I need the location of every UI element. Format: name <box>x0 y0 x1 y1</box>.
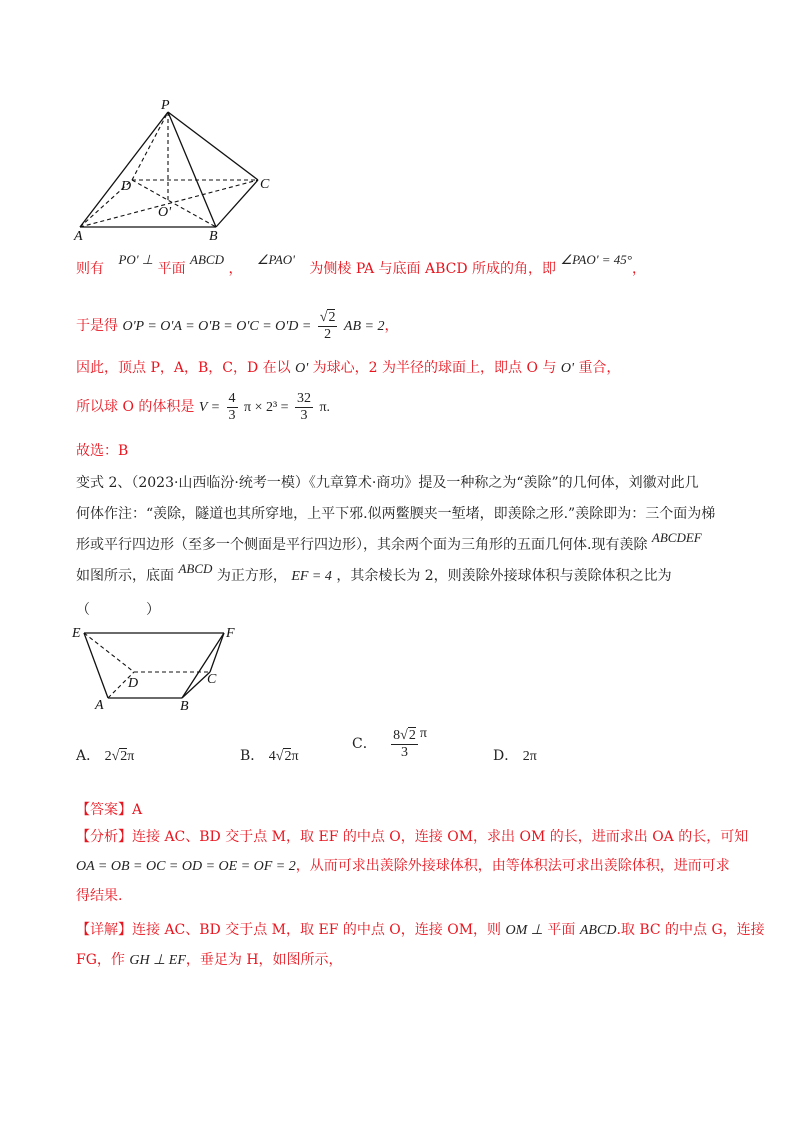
detail-line-2: FG，作 GH ⊥ EF，垂足为 H，如图所示， <box>76 952 343 968</box>
problem-line-3: 形或平行四边形（至多一个侧面是平行四边形），其余两个面为三角形的五面几何体.现有羡除 ABCDEF <box>76 530 702 553</box>
o-prime: O' <box>295 361 309 376</box>
label-D: D <box>121 179 132 194</box>
solution-line-3: 因此，顶点 P，A，B，C，D 在以 O' 为球心，2 为半径的球面上，即点 O 与 O' 重合， <box>76 360 621 376</box>
o-prime-2: O' <box>560 361 574 376</box>
label-A2: A <box>95 698 104 712</box>
label-O-prime: O' <box>158 205 172 220</box>
analysis-line-2: OA = OB = OC = OD = OE = OF = 2，从而可求出羡除外接球体积，由等体积法可求出羡除体积，进而可求 <box>76 858 730 874</box>
label-B2: B <box>180 699 189 712</box>
solution-line-4: 所以球 O 的体积是 V = $\frac{4}{3}$ π × 2³ = $\frac{32}{3}$ π. <box>76 390 331 423</box>
option-c[interactable]: C． $\frac{8√2}{3}$ π <box>352 726 427 760</box>
label-B: B <box>209 229 218 244</box>
problem-line-2: 何体作注：“羡除，隧道也其所穿地，上平下邪.似两鳖腝夹一堑堵，即羡除之形.”羡除即为：三个面为梯 <box>76 506 716 522</box>
problem-line-4: 如图所示，底面 ABCD 为正方形， EF = 4 ，其余棱长为 2，则羡除外接球体积与羡除体积之比为 <box>76 561 672 584</box>
choice-line: 故选：B <box>76 443 129 459</box>
solution-line-2: 于是得 O'P = O'A = O'B = O'C = O'D = $\frac{√2}{2}$ AB = 2， <box>76 310 399 342</box>
equal-chain: O'P = O'A = O'B = O'C = O'D = <box>122 319 312 334</box>
option-a[interactable]: A． 2√2π <box>76 748 135 764</box>
label-C2: C <box>207 672 217 687</box>
label-A: A <box>74 229 83 244</box>
analysis-line-3: 得结果. <box>76 888 123 904</box>
label-P: P <box>161 98 170 113</box>
answer-blank: （ ） <box>76 602 160 618</box>
label-E: E <box>72 626 81 641</box>
xianchu-figure <box>70 620 260 712</box>
option-b[interactable]: B． 4√2π <box>240 748 299 764</box>
analysis-line-1: 【分析】连接 AC、BD 交于点 M，取 EF 的中点 O，连接 OM，求出 OM 的长，进而求出 OA 的长，可知 <box>76 829 749 845</box>
frac-32-3: $\frac{32}{3}$ <box>297 390 312 423</box>
answer-line: 【答案】A <box>76 802 143 818</box>
angle-pao: ∠PAO' <box>256 252 295 267</box>
angle-eq-45: ∠PAO' = 45° <box>560 252 632 267</box>
label-D2: D <box>128 676 139 691</box>
label-F: F <box>226 626 235 641</box>
po-perp: PO' ⊥ <box>118 252 154 267</box>
solution-line-1: 则有 PO' ⊥ 平面 ABCD ， ∠PAO' 为侧棱 PA 与底面 ABCD 所成的角，即 ∠PAO' = 45°， <box>76 252 646 277</box>
sqrt2-over-2: $\frac{√2}{2}$ <box>319 310 336 342</box>
detail-line-1: 【详解】连接 AC、BD 交于点 M，取 EF 的中点 O，连接 OM，则 OM ⊥ 平面 ABCD.取 BC 的中点 G，连接 <box>76 922 765 938</box>
label-C: C <box>260 177 270 192</box>
pyramid-figure <box>70 98 290 244</box>
problem-line-1: 变式 2、（2023·山西临汾·统考一模）《九章算术·商功》提及一种称之为“羡除”的几何体，刘徽对此几 <box>76 475 699 491</box>
frac-4-3: $\frac{4}{3}$ <box>228 390 236 423</box>
abcd-math: ABCD <box>190 252 224 267</box>
option-d[interactable]: D． 2π <box>493 748 537 764</box>
